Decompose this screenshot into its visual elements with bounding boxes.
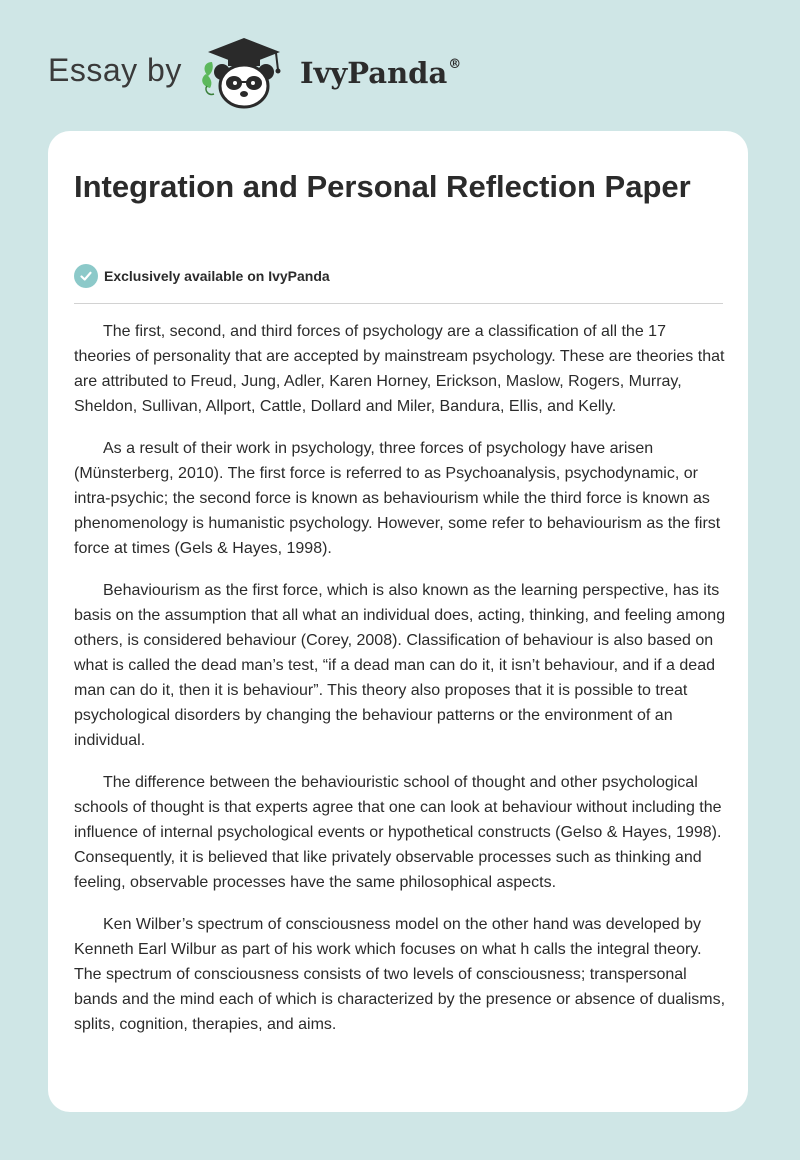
exclusive-label: Exclusively available on IvyPanda <box>104 268 330 284</box>
paragraph: Behaviourism as the first force, which is also known as the learning perspective, has its basis on the assumption that all what an individual does, acting, thinking, and feeling among others, is considered behaviour (Corey, 2008). Classification of behaviour is also based on what is called the dead man’s test, “if a dead man can do it, it isn’t behaviour, and if a dead man can do it, then it is behaviour”. This theory also proposes that it is possible to treat psychological disorders by changing the behaviour patterns or the environment of an individual. <box>74 582 726 749</box>
check-circle-icon <box>74 264 98 288</box>
paragraph: As a result of their work in psychology, three forces of psychology have arisen (Münsterberg, 2010). The first force is referred to as Psychoanalysis, psychodynamic, or intra-psychic; the second force is known as behaviourism while the third force is known as phenomenology is humanistic psychology. However, some refer to behaviourism as the first force at times (Gels & Hayes, 1998). <box>74 440 721 557</box>
divider <box>74 303 723 304</box>
essay-body <box>74 319 726 1054</box>
essay-card <box>48 131 748 1112</box>
registered-mark: ® <box>448 57 462 73</box>
brand-name: IvyPanda <box>300 56 448 90</box>
brand-logo[interactable] <box>300 56 461 90</box>
paragraph: The first, second, and third forces of psychology are a classification of all the 17 theories of personality that are accepted by mainstream psychology. These are theories that are attributed to Freud, Jung, Adler, Karen Horney, Erickson, Maslow, Rogers, Murray, Sheldon, Sullivan, Allport, Cattle, Dollard and Miler, Bandura, Ellis, and Kelly. <box>74 323 725 415</box>
panda-graduate-icon[interactable] <box>198 32 294 112</box>
essay-by-label: Essay by <box>48 52 182 88</box>
exclusive-badge <box>74 263 330 289</box>
site-header <box>0 0 800 130</box>
leaf-icon <box>202 62 214 94</box>
paragraph: The difference between the behaviouristic school of thought and other psychological schools of thought is that experts agree that one can look at behaviour without including the influence of internal psychological events or hypothetical constructs (Gelso & Hayes, 1998). Consequently, it is believed that like privately observable processes such as thinking and feeling, observable processes have the same philosophical aspects. <box>74 774 722 891</box>
page-title: Integration and Personal Reflection Paper <box>74 169 691 204</box>
paragraph: Ken Wilber’s spectrum of consciousness model on the other hand was developed by Kenneth Earl Wilbur as part of his work which focuses on what h calls the integral theory. The spectrum of consciousness consists of two levels of consciousness; transpersonal bands and the mind each of which is characterized by the presence or absence of dualisms, splits, cognition, therapies, and aims. <box>74 916 726 1033</box>
